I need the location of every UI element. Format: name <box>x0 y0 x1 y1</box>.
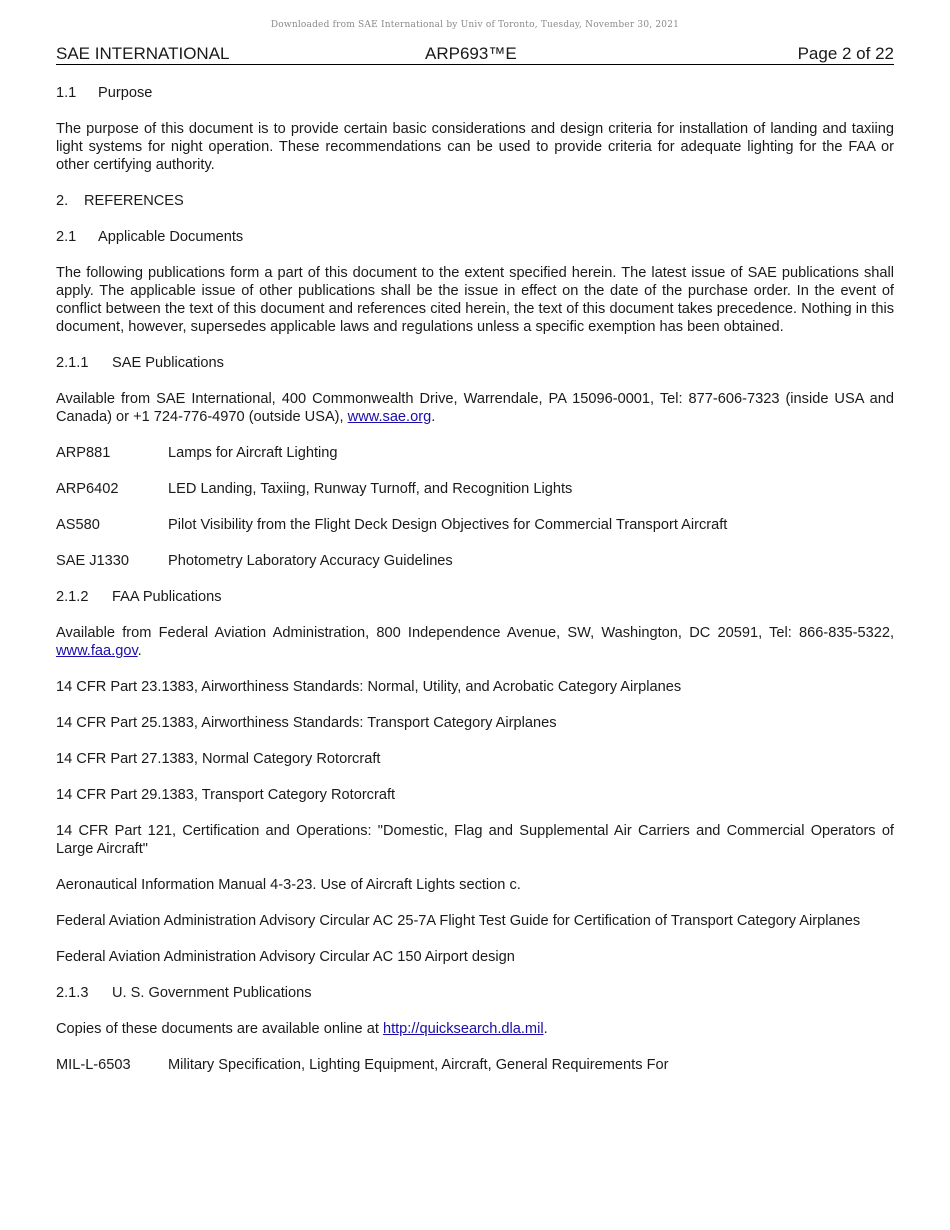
faa-reference: 14 CFR Part 23.1383, Airworthiness Standards: Normal, Utility, and Acrobatic Category Airplanes <box>56 679 682 695</box>
faa-reference: Federal Aviation Administration Advisory Circular AC 150 Airport design <box>56 949 515 965</box>
availability-text: Copies of these documents are available online at <box>56 1021 383 1037</box>
section-title: Purpose <box>98 85 153 101</box>
purpose-paragraph: The purpose of this document is to provide certain basic considerations and design criteria for installation of landing and taxiing light systems for night operation. These recommendations can be used to provide criteria for adequate lighting for the FAA or other certifying authority. <box>56 121 894 173</box>
header-page-number: Page 2 of 22 <box>797 44 894 63</box>
sae-website-link[interactable]: www.sae.org <box>347 409 432 425</box>
section-number: 2.1.3 <box>56 985 89 1001</box>
faa-reference: Federal Aviation Administration Advisory Circular AC 25-7A Flight Test Guide for Certification of Transport Category Airplanes <box>56 913 861 929</box>
section-number: 2.1 <box>56 229 77 245</box>
header-org: SAE INTERNATIONAL <box>56 44 230 63</box>
reference-entry <box>56 480 894 498</box>
reference-entry <box>56 552 894 570</box>
section-number: 2.1.1 <box>56 355 89 371</box>
applicable-documents-paragraph: The following publications form a part of this document to the extent specified herein. The latest issue of SAE publications shall apply. The applicable issue of other publications shall be the issue in effect on the date of the purchase order. In the event of conflict between the text of this document and references cited herein, the text of this document takes precedence. Nothing in this document, however, supersedes applicable laws and regulations unless a specific exemption has been obtained. <box>56 265 894 335</box>
section-title: Applicable Documents <box>98 229 244 245</box>
availability-text: Available from Federal Aviation Administration, 800 Independence Avenue, SW, Washington, DC 20591, Tel: 866-835-5322, <box>56 625 894 641</box>
reference-entry <box>56 444 894 462</box>
reference-title: Military Specification, Lighting Equipment, Aircraft, General Requirements For <box>168 1057 669 1073</box>
availability-end: . <box>431 409 436 425</box>
reference-code: ARP881 <box>56 445 111 461</box>
reference-code: AS580 <box>56 517 100 533</box>
faa-reference: 14 CFR Part 25.1383, Airworthiness Standards: Transport Category Airplanes <box>56 715 557 731</box>
section-title: REFERENCES <box>84 193 184 209</box>
section-2-1-2-heading <box>56 588 894 606</box>
section-number: 2. <box>56 193 69 209</box>
availability-end: . <box>543 1021 548 1037</box>
reference-code: SAE J1330 <box>56 553 130 569</box>
document-body <box>56 84 894 1092</box>
section-number: 2.1.2 <box>56 589 89 605</box>
faa-reference: 14 CFR Part 29.1383, Transport Category Rotorcraft <box>56 787 396 803</box>
reference-entry <box>56 516 894 534</box>
faa-availability-paragraph <box>56 624 894 660</box>
gov-availability-paragraph <box>56 1020 894 1038</box>
availability-text: Available from SAE International, 400 Commonwealth Drive, Warrendale, PA 15096-0001, Tel: 877-606-7323 (inside USA and Canada) or +1 724-776-4970 (outside USA), <box>56 391 894 425</box>
section-1-1-heading <box>56 84 894 102</box>
reference-code: ARP6402 <box>56 481 119 497</box>
sae-availability-paragraph <box>56 390 894 426</box>
section-2-1-heading <box>56 228 894 246</box>
section-2-1-3-heading <box>56 984 894 1002</box>
reference-entry <box>56 1056 894 1074</box>
faa-website-link[interactable]: www.faa.gov <box>56 643 138 659</box>
quicksearch-link[interactable]: http://quicksearch.dla.mil <box>382 1021 544 1037</box>
section-title: U. S. Government Publications <box>112 985 312 1001</box>
reference-title: Lamps for Aircraft Lighting <box>168 445 338 461</box>
reference-title: Photometry Laboratory Accuracy Guidelines <box>168 553 453 569</box>
download-watermark: Downloaded from SAE International by Univ of Toronto, Tuesday, November 30, 2021 <box>270 20 680 30</box>
header-doc-number: ARP693™E <box>425 44 517 63</box>
faa-reference: Aeronautical Information Manual 4-3-23. Use of Aircraft Lights section c. <box>56 877 521 893</box>
reference-title: Pilot Visibility from the Flight Deck Design Objectives for Commercial Transport Aircraft <box>168 517 728 533</box>
faa-reference: 14 CFR Part 27.1383, Normal Category Rotorcraft <box>56 751 381 767</box>
section-2-heading <box>56 192 894 210</box>
faa-reference: 14 CFR Part 121, Certification and Operations: "Domestic, Flag and Supplemental Air Carriers and Commercial Operators of Large Aircraft" <box>56 823 894 857</box>
page-header <box>56 44 894 65</box>
section-number: 1.1 <box>56 85 77 101</box>
availability-end: . <box>137 643 142 659</box>
reference-code: MIL-L-6503 <box>56 1057 131 1073</box>
section-title: SAE Publications <box>112 355 224 371</box>
section-2-1-1-heading <box>56 354 894 372</box>
reference-title: LED Landing, Taxiing, Runway Turnoff, and Recognition Lights <box>168 481 573 497</box>
section-title: FAA Publications <box>112 589 222 605</box>
